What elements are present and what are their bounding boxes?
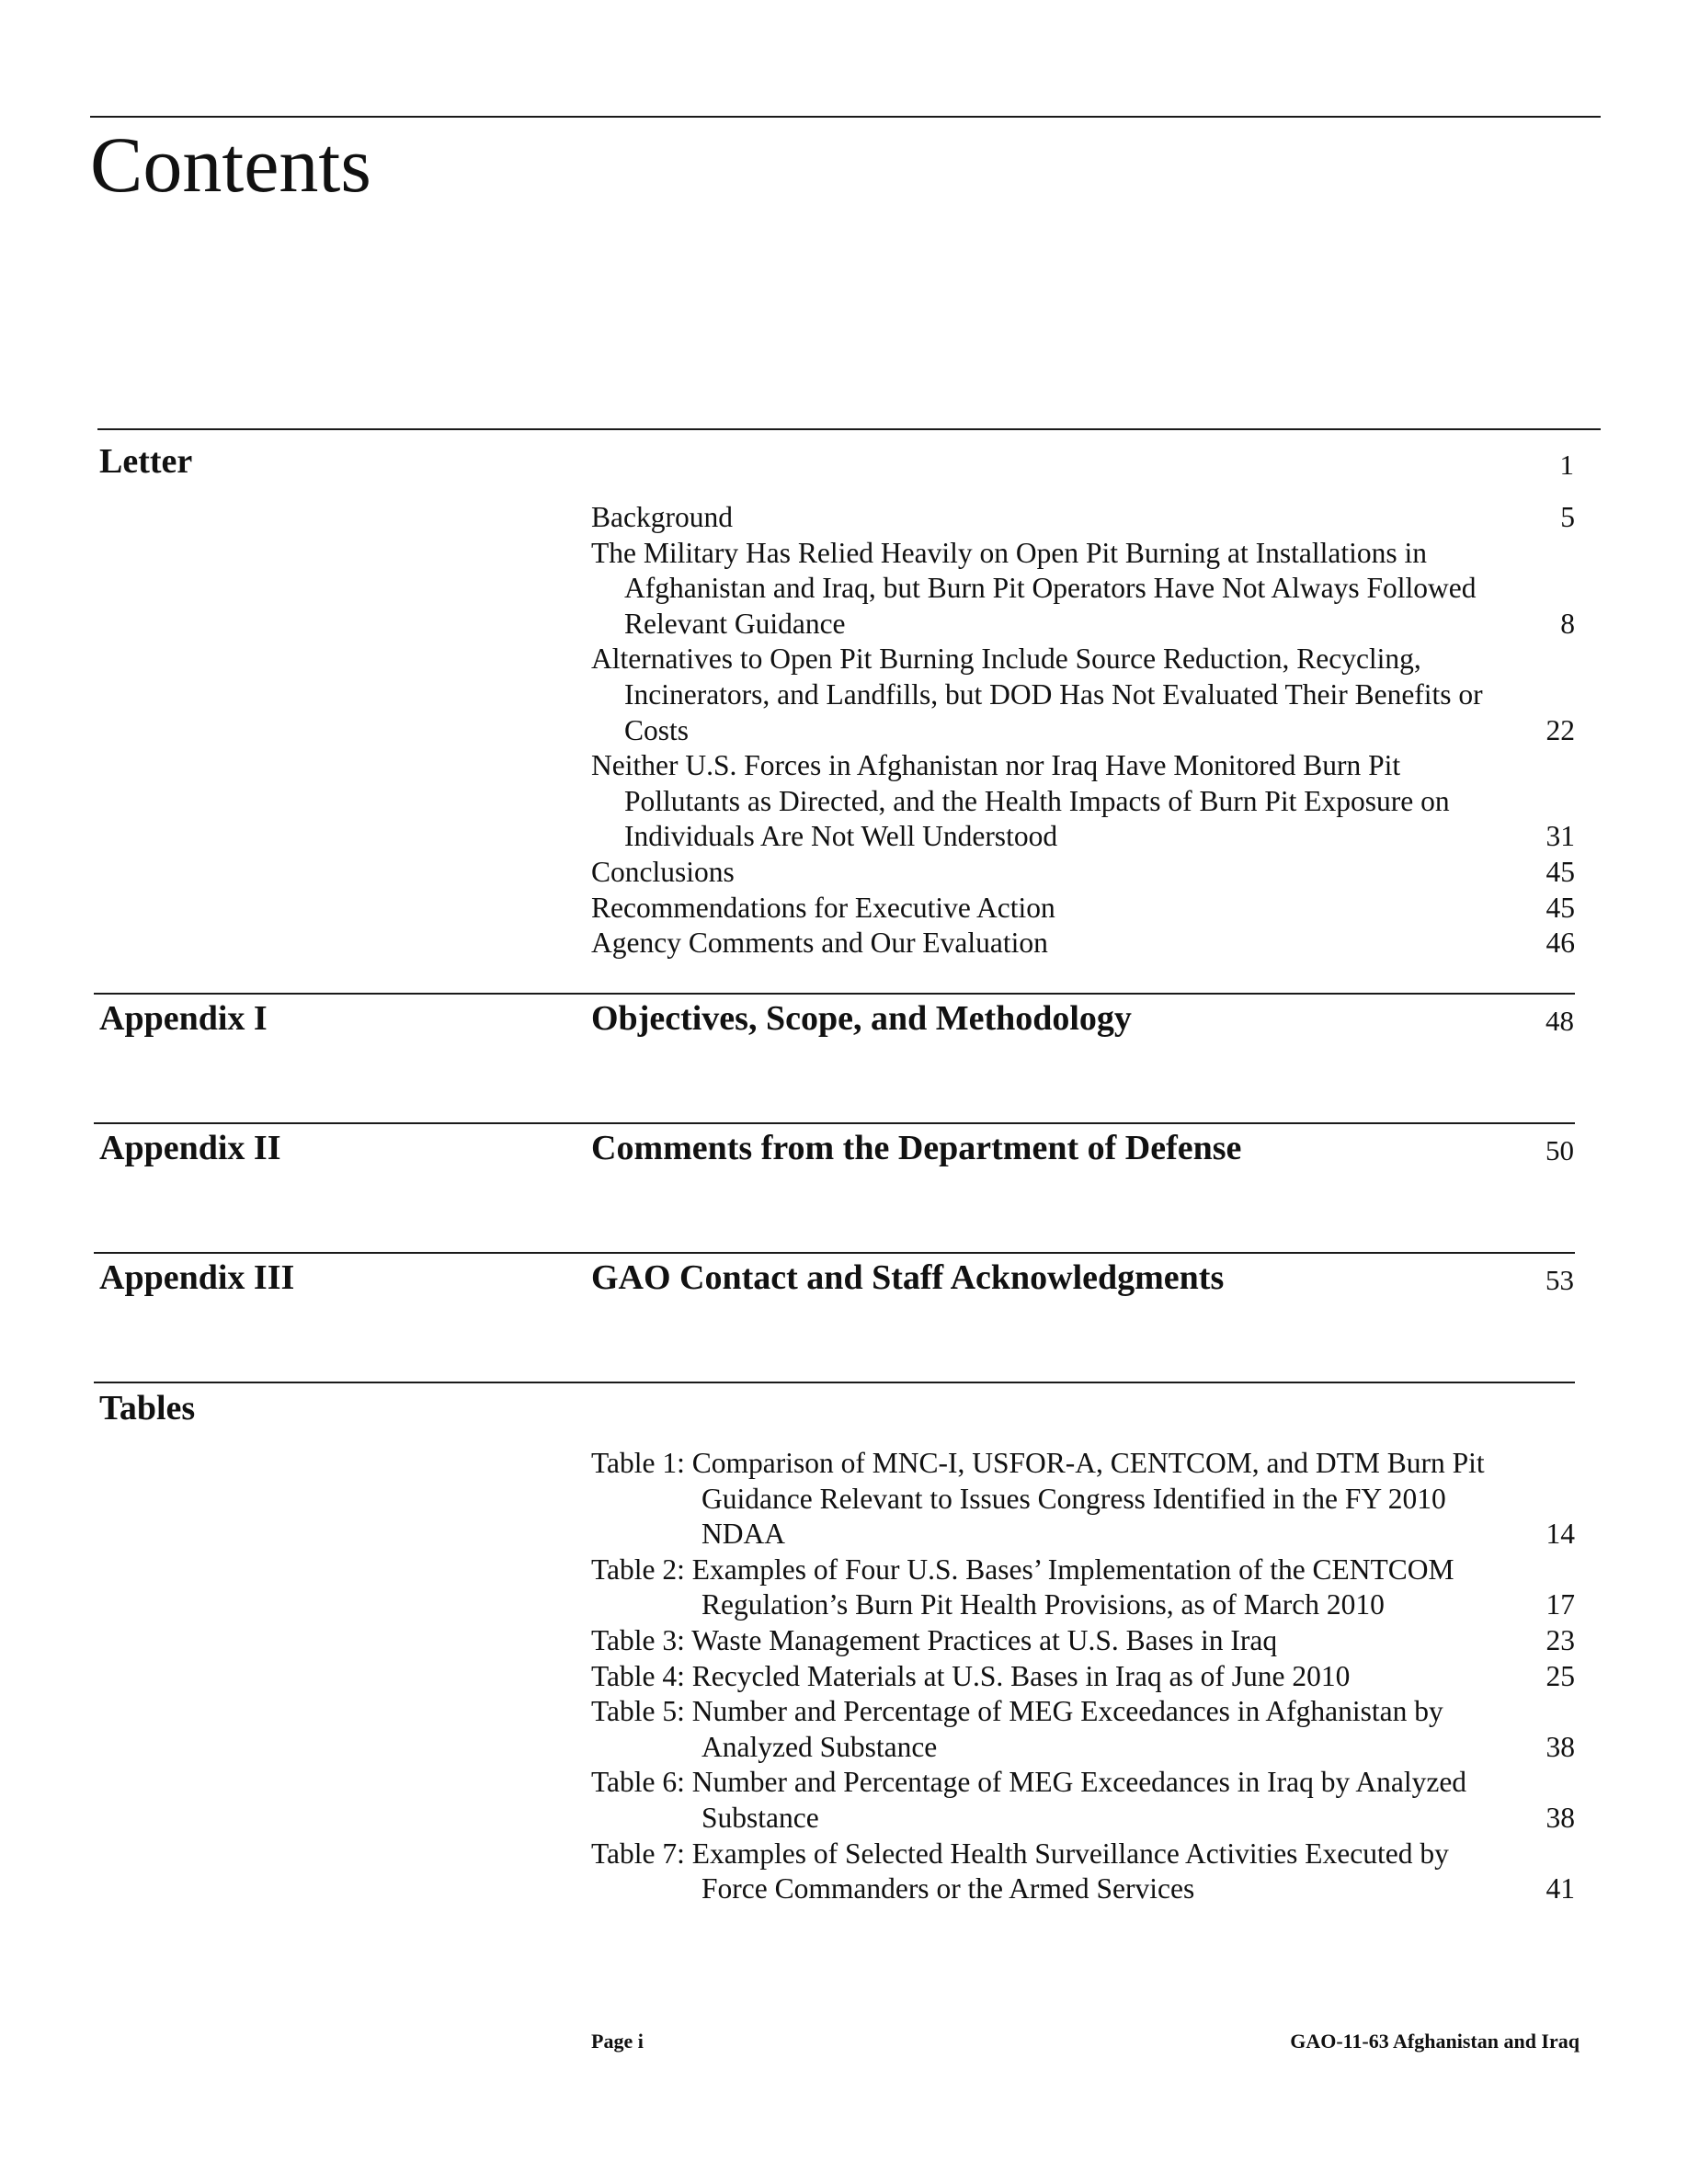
top-rule <box>90 116 1601 118</box>
appendix-3-title[interactable]: GAO Contact and Staff Acknowledgments <box>591 1258 1225 1297</box>
table-entry-title: Table 4: Recycled Materials at U.S. Bases in Iraq as of June 2010 <box>591 1659 1351 1692</box>
letter-rule <box>97 428 1601 430</box>
table-entry[interactable] <box>591 1659 1575 1695</box>
appendix-3-rule <box>94 1252 1575 1254</box>
toc-entry-page: 22 <box>1545 713 1575 746</box>
table-entry-title: Table 1: Comparison of MNC-I, USFOR-A, CENTCOM, and DTM Burn Pit Guidance Relevant to Issues Congress Identified in the FY 2010 NDAA <box>591 1447 1485 1551</box>
page-title: Contents <box>90 120 371 209</box>
toc-entry[interactable] <box>591 500 1575 536</box>
tables-rule <box>94 1382 1575 1383</box>
toc-entry-title: Alternatives to Open Pit Burning Include Source Reduction, Recycling, Incinerators, and Landfills, but DOD Has Not Evaluated Their Benefits or Costs <box>591 643 1483 746</box>
table-entry-page: 14 <box>1545 1518 1575 1551</box>
appendix-1-title[interactable]: Objectives, Scope, and Methodology <box>591 999 1132 1038</box>
appendix-2-rule <box>94 1122 1575 1124</box>
tables-toc-list <box>591 1446 1575 1907</box>
footer-report-id: GAO-11-63 Afghanistan and Iraq <box>1290 2030 1580 2053</box>
toc-entry-page: 45 <box>1545 855 1575 888</box>
footer-page-label: Page i <box>591 2030 644 2053</box>
appendix-3-label: Appendix III <box>99 1258 295 1297</box>
letter-label: Letter <box>99 442 193 481</box>
appendix-2-title[interactable]: Comments from the Department of Defense <box>591 1129 1242 1167</box>
toc-entry[interactable] <box>591 891 1575 927</box>
toc-entry[interactable] <box>591 855 1575 891</box>
letter-page-number: 1 <box>1559 449 1574 481</box>
table-entry[interactable] <box>591 1765 1575 1836</box>
toc-entry[interactable] <box>591 926 1575 961</box>
toc-entry-title: Agency Comments and Our Evaluation <box>591 927 1048 960</box>
table-entry[interactable] <box>591 1623 1575 1659</box>
appendix-3-page: 53 <box>1545 1264 1574 1296</box>
toc-entry-title: Conclusions <box>591 855 735 888</box>
table-entry-title: Table 3: Waste Management Practices at U.S. Bases in Iraq <box>591 1623 1278 1656</box>
table-entry-title: Table 5: Number and Percentage of MEG Exceedances in Afghanistan by Analyzed Substance <box>591 1695 1443 1763</box>
toc-entry-page: 45 <box>1545 891 1575 924</box>
tables-label: Tables <box>99 1389 196 1428</box>
table-entry[interactable] <box>591 1446 1575 1553</box>
appendix-1-page: 48 <box>1545 1005 1574 1037</box>
toc-entry-page: 5 <box>1560 501 1575 533</box>
toc-entry-page: 46 <box>1545 927 1575 960</box>
toc-entry-title: Neither U.S. Forces in Afghanistan nor Iraq Have Monitored Burn Pit Pollutants as Directed, and the Health Impacts of Burn Pit Exposure on Individuals Are Not Well Understood <box>591 749 1450 853</box>
appendix-2-page: 50 <box>1545 1134 1574 1166</box>
toc-entry-title: Recommendations for Executive Action <box>591 891 1055 924</box>
appendix-2-label: Appendix II <box>99 1129 281 1167</box>
toc-entry[interactable] <box>591 536 1575 643</box>
table-entry-page: 38 <box>1545 1730 1575 1763</box>
toc-entry-title: Background <box>591 501 733 533</box>
table-entry-page: 23 <box>1545 1623 1575 1656</box>
appendix-1-rule <box>94 993 1575 995</box>
table-entry-title: Table 2: Examples of Four U.S. Bases’ Implementation of the CENTCOM Regulation’s Burn Pit Health Provisions, as of March 2010 <box>591 1553 1454 1621</box>
toc-entry[interactable] <box>591 642 1575 748</box>
appendix-1-label: Appendix I <box>99 999 268 1038</box>
table-entry-page: 38 <box>1545 1801 1575 1834</box>
toc-entry-page: 8 <box>1560 607 1575 640</box>
toc-entry-title: The Military Has Relied Heavily on Open Pit Burning at Installations in Afghanistan and Iraq, but Burn Pit Operators Have Not Always Followed Relevant Guidance <box>591 536 1477 640</box>
table-entry-page: 25 <box>1545 1659 1575 1692</box>
table-entry[interactable] <box>591 1553 1575 1623</box>
table-entry-page: 41 <box>1545 1872 1575 1905</box>
toc-entry[interactable] <box>591 748 1575 855</box>
table-entry[interactable] <box>591 1694 1575 1765</box>
table-entry[interactable] <box>591 1837 1575 1907</box>
table-entry-title: Table 6: Number and Percentage of MEG Exceedances in Iraq by Analyzed Substance <box>591 1766 1467 1834</box>
table-entry-page: 17 <box>1545 1588 1575 1621</box>
toc-entry-page: 31 <box>1545 820 1575 853</box>
letter-toc-list <box>591 500 1575 961</box>
table-entry-title: Table 7: Examples of Selected Health Surveillance Activities Executed by Force Commanders or the Armed Services <box>591 1837 1449 1905</box>
